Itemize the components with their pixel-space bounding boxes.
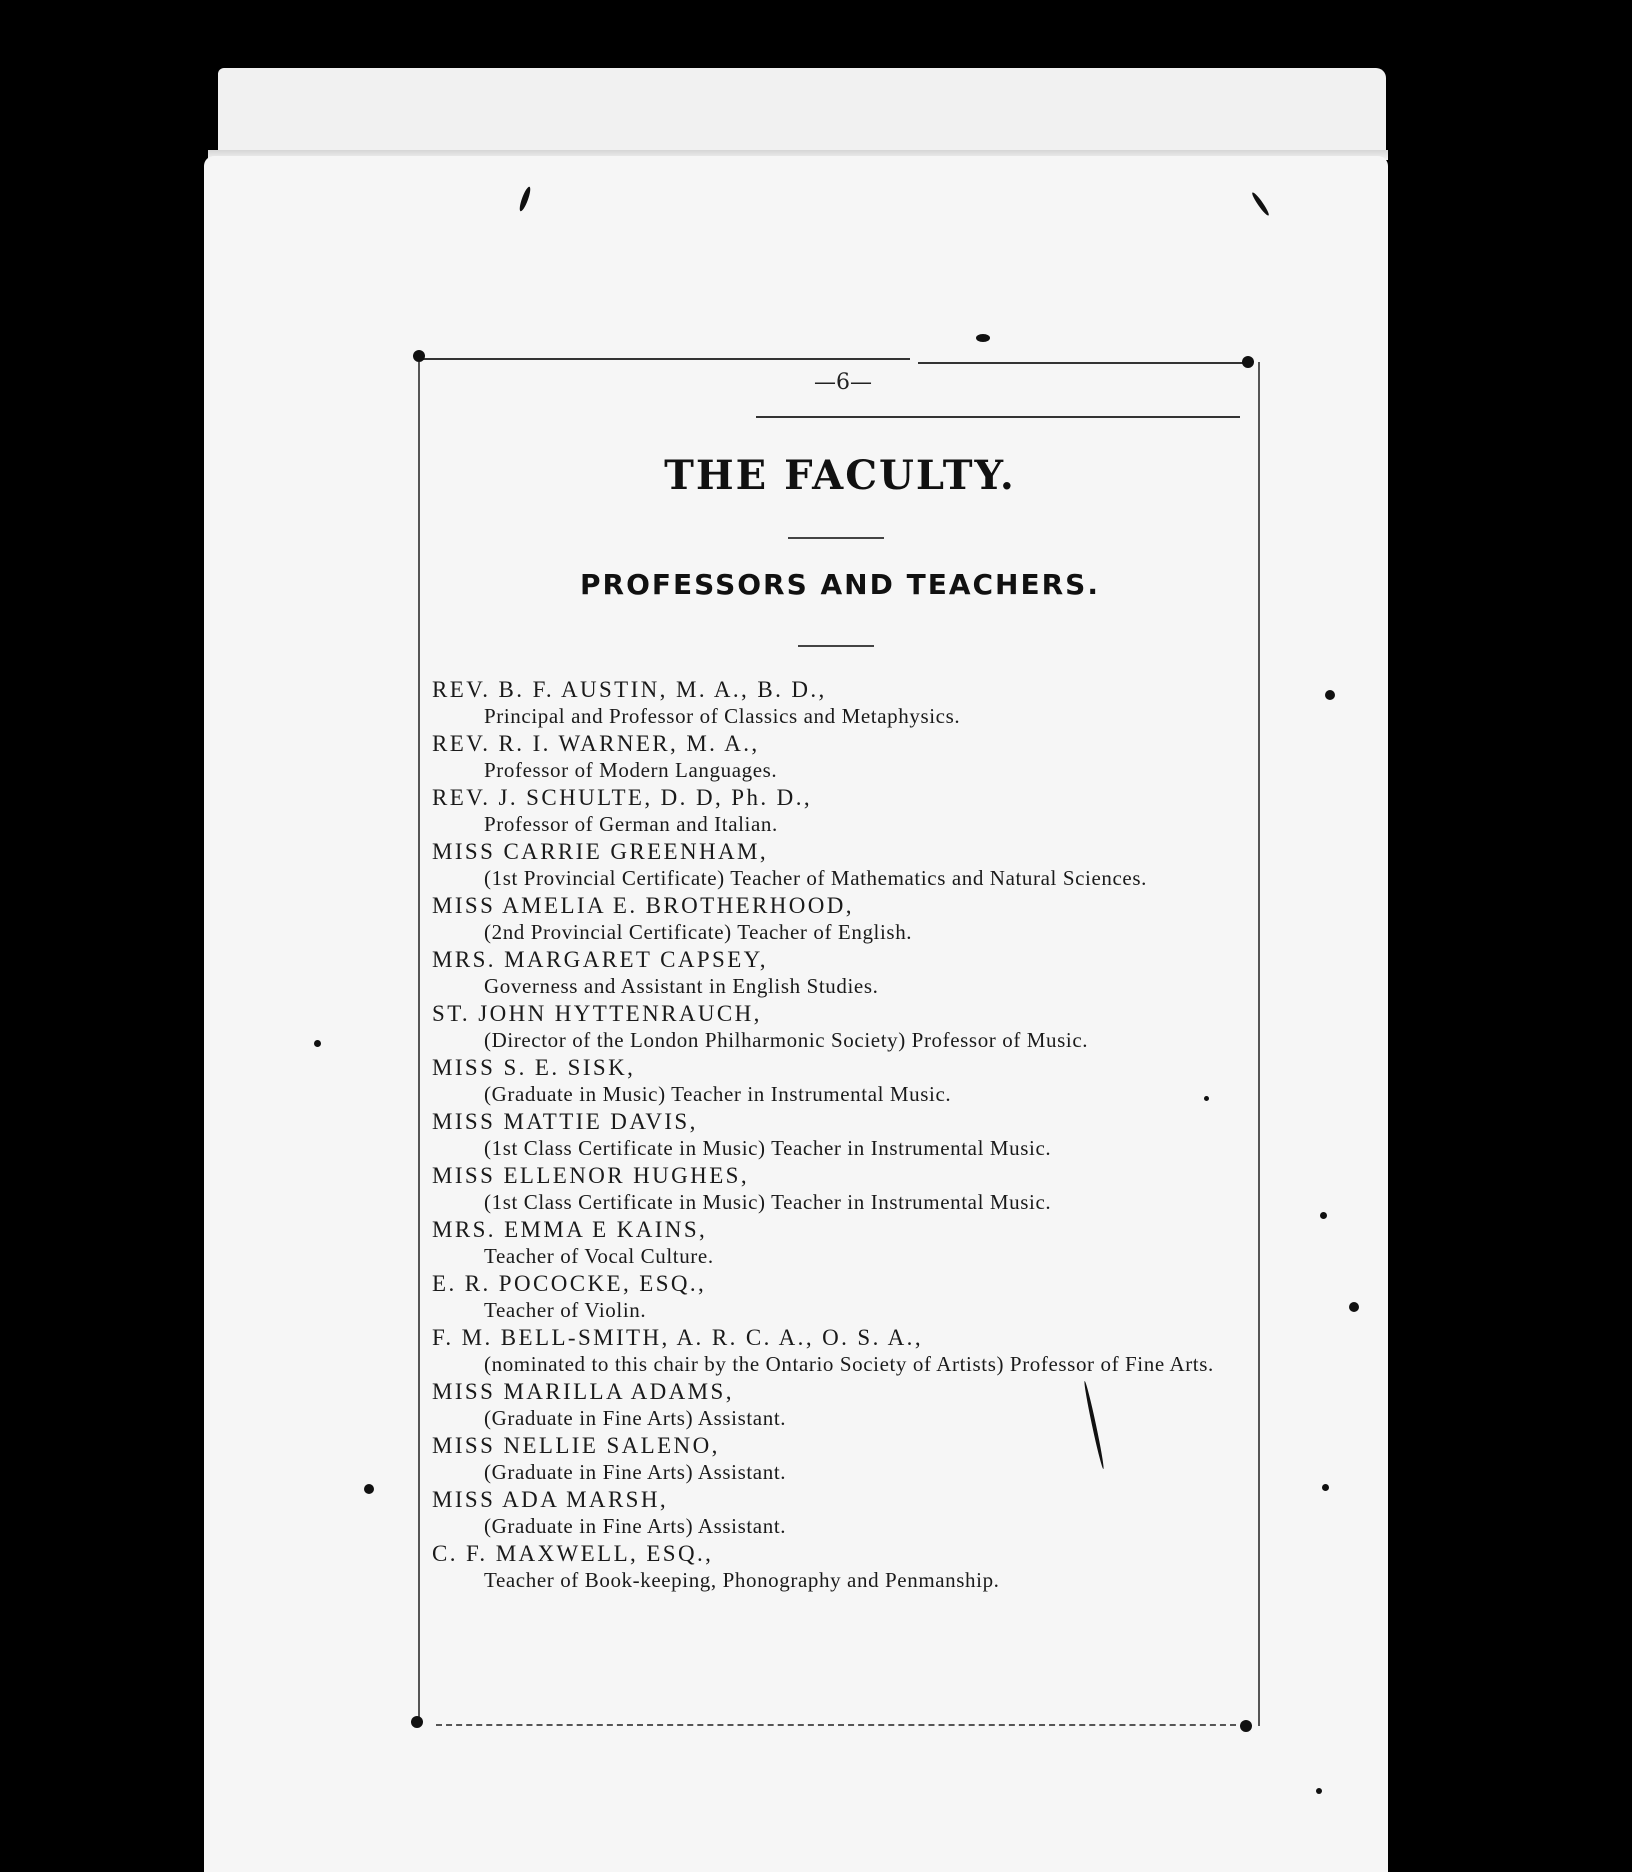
faculty-entry [432,1108,1246,1162]
scan-speck [1316,1788,1322,1794]
faculty-name: E. R. POCOCKE, ESQ., [432,1271,707,1296]
faculty-name: MISS CARRIE GREENHAM, [432,839,769,864]
faculty-name: MISS ELLENOR HUGHES, [432,1163,749,1188]
top-rule [420,358,910,360]
faculty-entry [432,1486,1246,1540]
faculty-title: Teacher of Vocal Culture. [484,1244,714,1268]
section-rule [798,645,874,647]
faculty-title: (Graduate in Fine Arts) Assistant. [484,1406,787,1430]
faculty-name: MISS NELLIE SALENO, [432,1433,720,1458]
faculty-title: (Graduate in Music) Teacher in Instrumental Music. [484,1082,952,1106]
faculty-title: (1st Class Certificate in Music) Teacher in Instrumental Music. [484,1190,1052,1214]
faculty-name: REV. J. SCHULTE, D. D, Ph. D., [432,785,812,810]
faculty-name: F. M. BELL-SMITH, A. R. C. A., O. S. A., [432,1325,923,1350]
faculty-entry [432,730,1246,784]
faculty-name: MISS MARILLA ADAMS, [432,1379,734,1404]
faculty-title: (1st Provincial Certificate) Teacher of Mathematics and Natural Sciences. [484,866,1147,890]
bottom-rule [436,1724,1236,1726]
scan-speck [1320,1212,1327,1219]
faculty-name: MISS S. E. SISK, [432,1055,636,1080]
header-rule [756,416,1240,418]
faculty-entry [432,1378,1246,1432]
page-number: —6— [814,370,872,395]
faculty-title: (nominated to this chair by the Ontario Society of Artists) Professor of Fine Arts. [484,1352,1214,1376]
corner-ornament [411,1716,423,1728]
faculty-entry [432,1054,1246,1108]
faculty-entry [432,838,1246,892]
faculty-name: MRS. EMMA E KAINS, [432,1217,708,1242]
faculty-title: Principal and Professor of Classics and Metaphysics. [484,704,961,728]
faculty-title: Professor of German and Italian. [484,812,778,836]
faculty-name: MRS. MARGARET CAPSEY, [432,947,768,972]
title-rule [788,537,884,539]
faculty-name: MISS ADA MARSH, [432,1487,669,1512]
faculty-title: Teacher of Book-keeping, Phonography and Penmanship. [484,1568,1000,1592]
faculty-entry [432,1270,1246,1324]
faculty-title: (1st Class Certificate in Music) Teacher in Instrumental Music. [484,1136,1052,1160]
faculty-title: Governess and Assistant in English Studies. [484,974,879,998]
faculty-title: (Graduate in Fine Arts) Assistant. [484,1514,787,1538]
section-heading: PROFESSORS AND TEACHERS. [580,568,1100,601]
page-title: THE FACULTY. [664,452,1016,499]
corner-ornament [413,350,425,362]
faculty-title: (Graduate in Fine Arts) Assistant. [484,1460,787,1484]
corner-ornament [1242,356,1254,368]
scan-speck [364,1484,374,1494]
corner-ornament [1240,1720,1252,1732]
faculty-entry [432,1540,1246,1594]
faculty-entry [432,1216,1246,1270]
top-rule [918,362,1246,364]
faculty-entry [432,784,1246,838]
faculty-entry [432,1324,1246,1378]
faculty-name: ST. JOHN HYTTENRAUCH, [432,1001,762,1026]
faculty-entry [432,1162,1246,1216]
faculty-title: Professor of Modern Languages. [484,758,778,782]
faculty-name: MISS AMELIA E. BROTHERHOOD, [432,893,854,918]
scan-speck [1325,690,1335,700]
faculty-entry [432,946,1246,1000]
scan-speck [1349,1302,1359,1312]
faculty-title: Teacher of Violin. [484,1298,647,1322]
faculty-name: MISS MATTIE DAVIS, [432,1109,698,1134]
scan-speck [976,334,990,342]
scan-speck [1204,1096,1209,1101]
faculty-entry [432,1000,1246,1054]
faculty-name: C. F. MAXWELL, ESQ., [432,1541,714,1566]
faculty-name: REV. R. I. WARNER, M. A., [432,731,760,756]
faculty-entry [432,1432,1246,1486]
scan-speck [314,1040,321,1047]
faculty-title: (Director of the London Philharmonic Society) Professor of Music. [484,1028,1089,1052]
scan-speck [1322,1484,1329,1491]
faculty-list [432,676,1246,1594]
faculty-entry [432,892,1246,946]
faculty-name: REV. B. F. AUSTIN, M. A., B. D., [432,677,827,702]
faculty-entry [432,676,1246,730]
faculty-title: (2nd Provincial Certificate) Teacher of English. [484,920,913,944]
